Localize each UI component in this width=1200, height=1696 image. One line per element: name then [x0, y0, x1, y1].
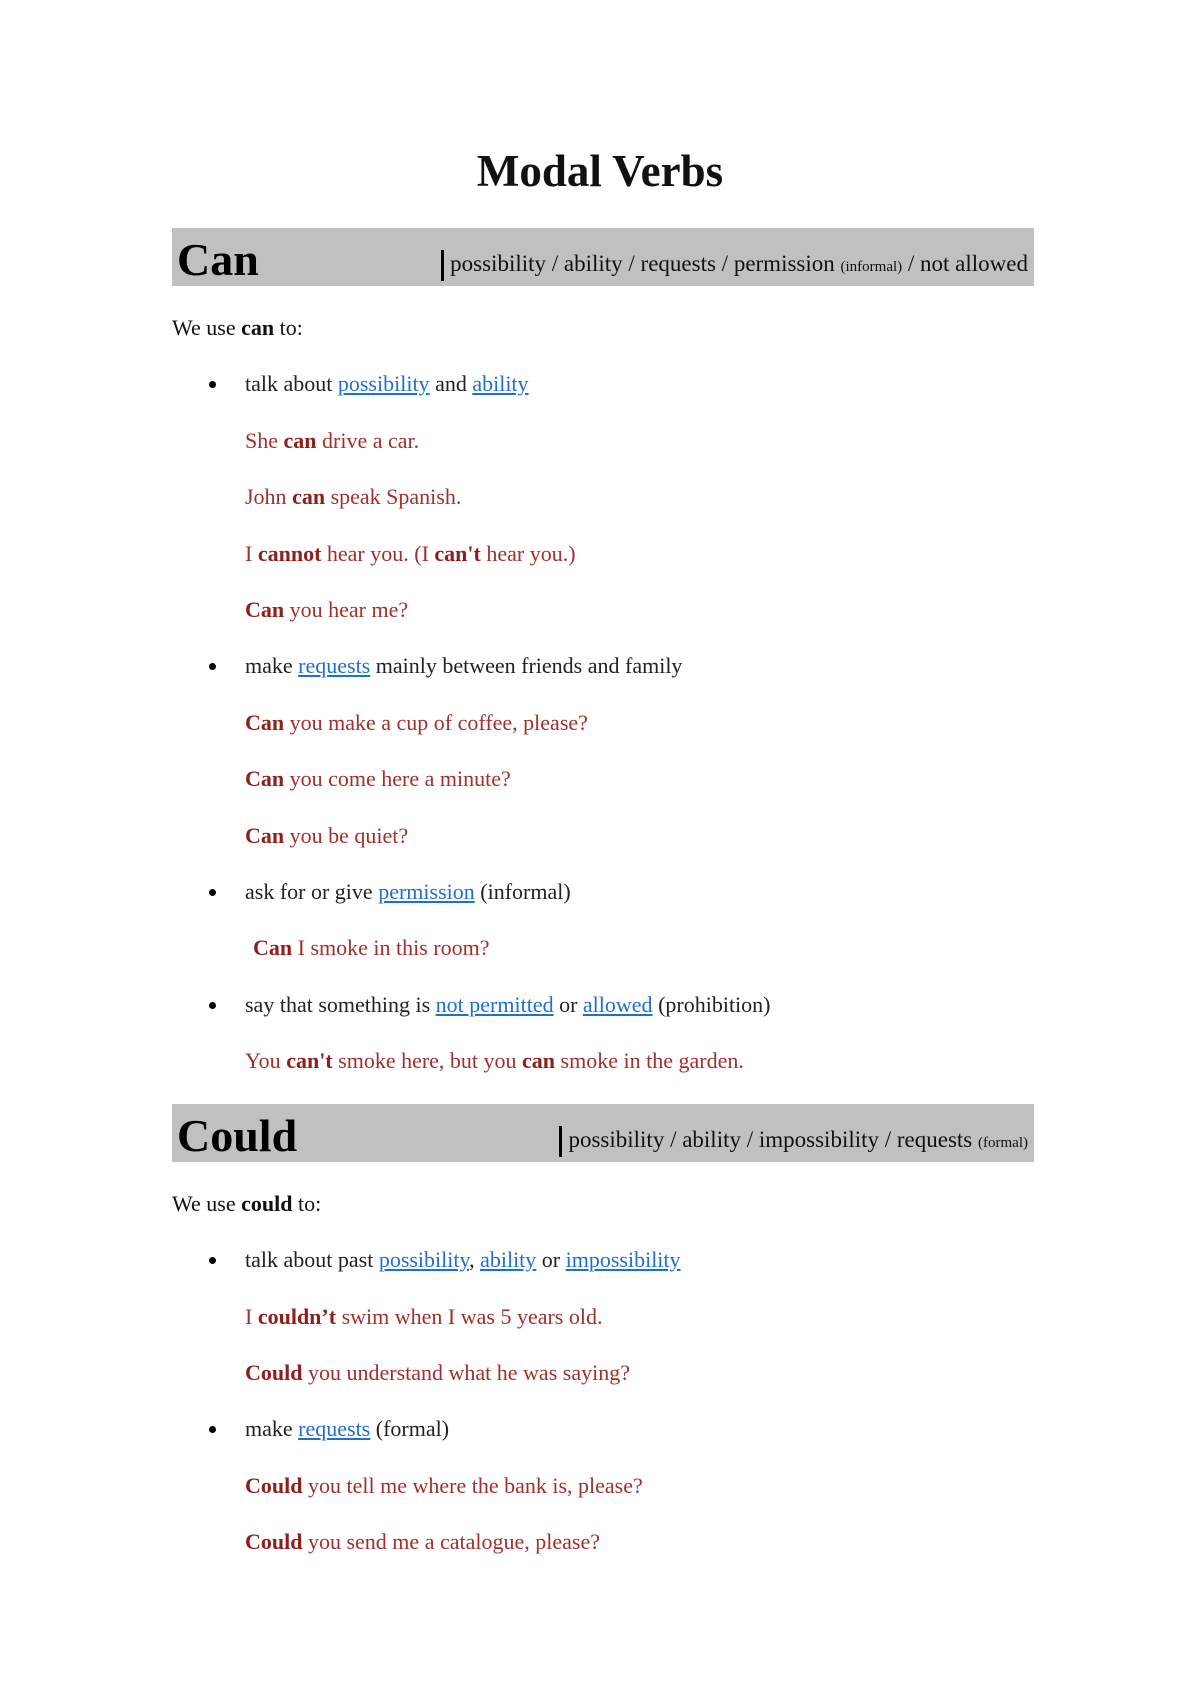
example-sentence: You can't smoke here, but you can smoke in the garden. — [245, 1048, 744, 1073]
example-sentence: I cannot hear you. (I can't hear you.) — [245, 541, 576, 566]
link-impossibility[interactable]: impossibility — [565, 1247, 681, 1272]
example-sentence: I couldn’t swim when I was 5 years old. — [245, 1304, 603, 1329]
link-ability[interactable]: ability — [480, 1247, 537, 1272]
section-description: possibility / ability / impossibility / requests (formal) — [559, 1126, 1028, 1157]
link-ability[interactable]: ability — [472, 371, 529, 396]
example-sentence: She can drive a car. — [245, 428, 420, 453]
link-possibility[interactable]: possibility — [378, 1247, 470, 1272]
list-item: ask for or give permission (informal) — [245, 879, 571, 904]
example-sentence: Can you be quiet? — [245, 823, 409, 848]
link-requests[interactable]: requests — [298, 1416, 371, 1441]
example-sentence: Can you make a cup of coffee, please? — [245, 710, 588, 735]
page-title: Modal Verbs — [476, 146, 724, 196]
section-header-can — [172, 228, 1034, 286]
link-allowed[interactable]: allowed — [582, 992, 653, 1017]
example-sentence: Could you tell me where the bank is, please? — [245, 1473, 643, 1498]
list-item: make requests mainly between friends and family — [245, 653, 683, 678]
example-sentence: John can speak Spanish. — [245, 484, 462, 509]
intro-text: We use can to: — [172, 315, 303, 340]
example-sentence: Could you understand what he was saying? — [245, 1360, 630, 1385]
link-not-permitted[interactable]: not permitted — [435, 992, 554, 1017]
list-item: talk about past possibility, ability or impossibility — [245, 1247, 681, 1272]
list-item: make requests (formal) — [245, 1416, 450, 1441]
list-item: talk about possibility and ability — [245, 371, 529, 396]
example-sentence: Can you come here a minute? — [245, 766, 511, 791]
section-heading: Can — [177, 234, 259, 285]
intro-text: We use could to: — [172, 1191, 322, 1216]
section-description: possibility / ability / requests / permission (informal) / not allowed — [441, 250, 1028, 281]
section-header-could — [172, 1104, 1034, 1162]
link-possibility[interactable]: possibility — [337, 371, 430, 396]
list-item: say that something is not permitted or allowed (prohibition) — [245, 992, 771, 1017]
link-requests[interactable]: requests — [298, 653, 371, 678]
section-heading: Could — [177, 1110, 298, 1161]
link-permission[interactable]: permission — [378, 879, 475, 904]
example-sentence: Can I smoke in this room? — [253, 935, 490, 960]
example-sentence: Can you hear me? — [245, 597, 409, 622]
example-sentence: Could you send me a catalogue, please? — [245, 1529, 600, 1554]
